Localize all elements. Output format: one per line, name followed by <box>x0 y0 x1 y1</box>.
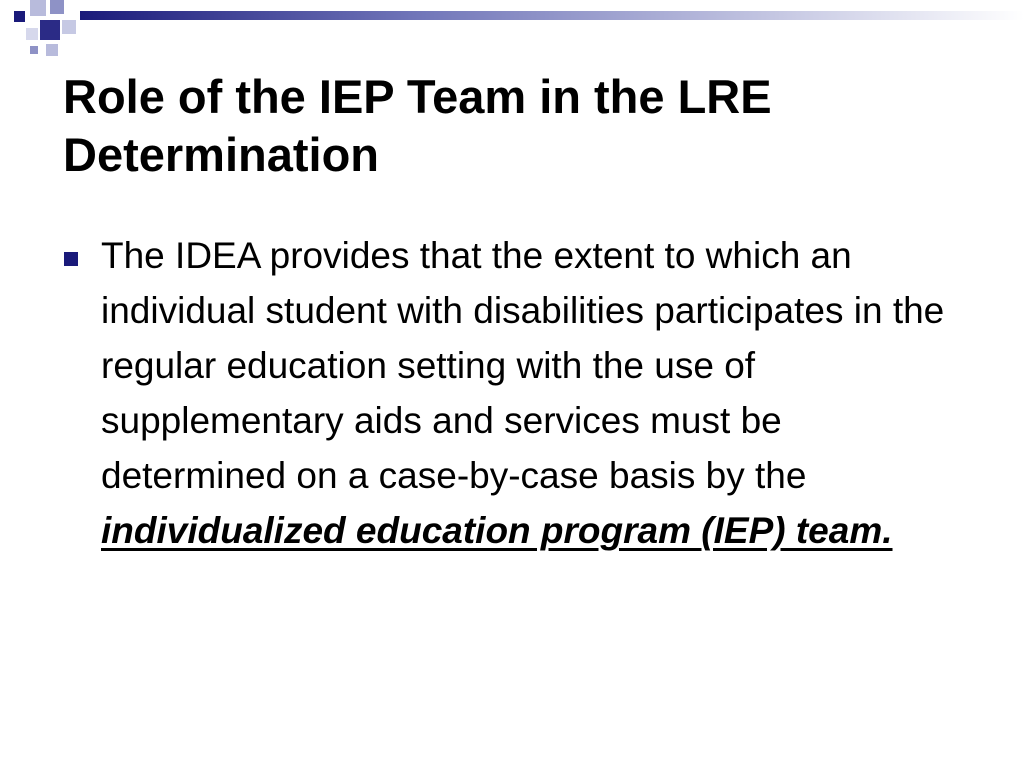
corner-squares-decoration <box>0 0 1024 60</box>
bullet-text-emphasis: individualized education program (IEP) team. <box>101 510 893 551</box>
slide-title: Role of the IEP Team in the LRE Determination <box>63 70 772 181</box>
decoration-graphic <box>0 0 1024 60</box>
bullet-item <box>101 228 971 558</box>
square-bullet-icon <box>64 252 78 266</box>
bullet-text-plain: The IDEA provides that the extent to which an individual student with disabilities participates in the regular education setting with the use of supplementary aids and services must be determined on a case-by-case basis by the <box>101 235 945 496</box>
